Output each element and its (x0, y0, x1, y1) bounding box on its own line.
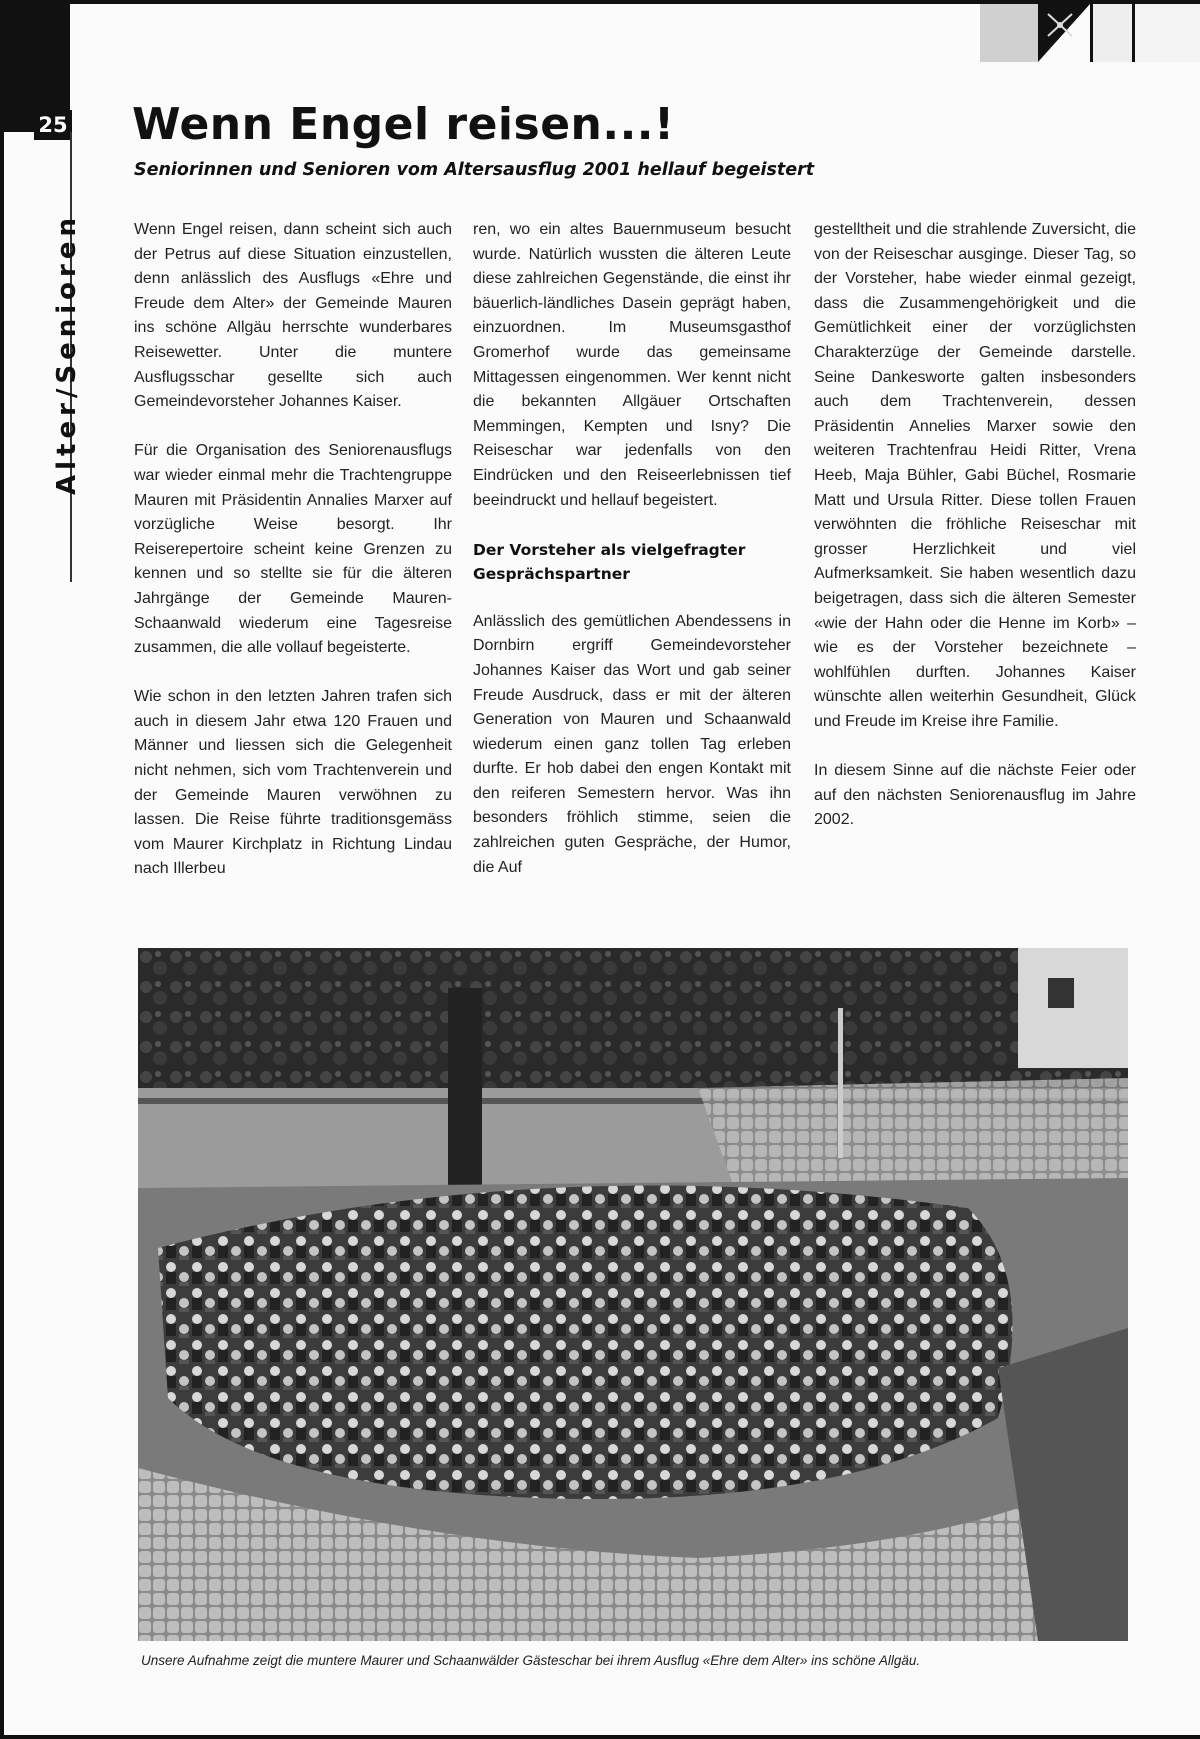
paragraph: Wie schon in den letzten Jahren trafen sich auch in diesem Jahr etwa 120 Frauen und Männer und liessen sich die Gelegenheit nicht nehmen, sich vom Trachtenverein und der Gemeinde Mauren verwöhnen zu lassen. Die Reise führte traditionsgemäss vom Maurer Kirchplatz in Richtung Lindau nach Illerbeu (134, 688, 452, 878)
article-subtitle: Seniorinnen und Senioren vom Altersausflug 2001 hellauf begeistert (134, 160, 815, 180)
magazine-page (4, 4, 1200, 1735)
paragraph: gestelltheit und die strahlende Zuversicht, die von der Reiseschar ausginge. Dieser Tag, so der Vorsteher, habe wieder einmal gezeigt, dass die Zusammengehörigkeit und die Gemütlichkeit einer der vorzüglichsten Charakterzüge der Gemeinde darstelle. Seine Dankesworte galten insbesonders auch dem Trachtenverein, dessen Präsidentin Annelies Marxer sowie den weiteren Trachtenfrau Heidi Ritter, Vrena Heeb, Maja Bühler, Gabi Büchel, Rosmarie Matt und Ursula Ritter. Diese tollen Frauen verwöhnten die fröhliche Reiseschar mit grosser Herzlichkeit und viel Aufmerksamkeit. Sie haben wesentlich dazu beigetragen, dass sich die älteren Semester «wie der Hahn oder die Henne im Korb» – wie es der Vorsteher bezeichnete – wohlfühlen durften. Johannes Kaiser wünschte allen weiterhin Gesundheit, Glück und Freude im Kreise ihre Familie. (814, 221, 1136, 730)
paragraph: Wenn Engel reisen, dann scheint sich auch der Petrus auf diese Situation einzustellen, denn anlässlich des Ausflugs «Ehre und Freude dem Alter» der Gemeinde Mauren ins schöne Allgäu herrschte wunderbares Reisewetter. Unter die muntere Ausflugsschar gesellte sich auch Gemeindevorsteher Johannes Kaiser. (134, 221, 452, 411)
paragraph: ren, wo ein altes Bauernmuseum besucht wurde. Natürlich wussten die älteren Leute diese zahlreichen Gegenstände, die einst ihr bäuerlich-ländliches Dasein geprägt haben, einzuordnen. Im Museumsgasthof Gromerhof wurde das gemeinsame Mittagessen eingenommen. Wer kennt nicht die bekannten Allgäuer Ortschaften Memmingen, Kempten und Isny? Die Reiseschar war jedenfalls von den Eindrücken und den Reiseerlebnissen tief beeindruckt und hellauf begeistert. (473, 221, 791, 509)
paragraph: In diesem Sinne auf die nächste Feier oder auf den nächsten Seniorenausflug im Jahre 2002. (814, 762, 1136, 829)
section-heading: Der Vorsteher als vielgefragter Gesprächspartner (473, 540, 746, 583)
text-column-1 (134, 218, 452, 907)
text-column-2 (473, 218, 791, 905)
text-column-3 (814, 218, 1136, 857)
article-title: Wenn Engel reisen...! (132, 99, 675, 150)
page-number: 25 (34, 110, 72, 140)
paragraph: Für die Organisation des Seniorenausflugs war wieder einmal mehr die Trachtengruppe Mauren mit Präsidentin Annalies Marxer auf vorzügliche Weise besorgt. Ihr Reiserepertoire scheint keine Grenzen zu kennen und so stellte sie für die älteren Jahrgänge der Gemeinde Mauren-Schaanwald wiederum eine Tagesreise zusammen, die alle vollauf begeisterte. (134, 442, 452, 657)
corner-emblem (980, 4, 1200, 62)
section-label: Alter/Senioren (52, 212, 82, 496)
paragraph: Anlässlich des gemütlichen Abendessens in Dornbirn ergriff Gemeindevorsteher Johannes Kaiser das Wort und gab seiner Freude Ausdruck, dass er mit der älteren Generation von Mauren und Schaanwald wiederum einen ganz tollen Tag erleben durfte. Er hob dabei den engen Kontakt mit den reiferen Semestern hervor. Was ihn besonders fröhlich stimme, seien die zahlreichen guten Gespräche, der Humor, die Auf (473, 612, 791, 876)
group-photo (138, 948, 1128, 1641)
photo-caption: Unsere Aufnahme zeigt die muntere Maurer und Schaanwälder Gästeschar bei ihrem Ausflug «Ehre dem Alter» ins schöne Allgäu. (141, 1653, 921, 1668)
